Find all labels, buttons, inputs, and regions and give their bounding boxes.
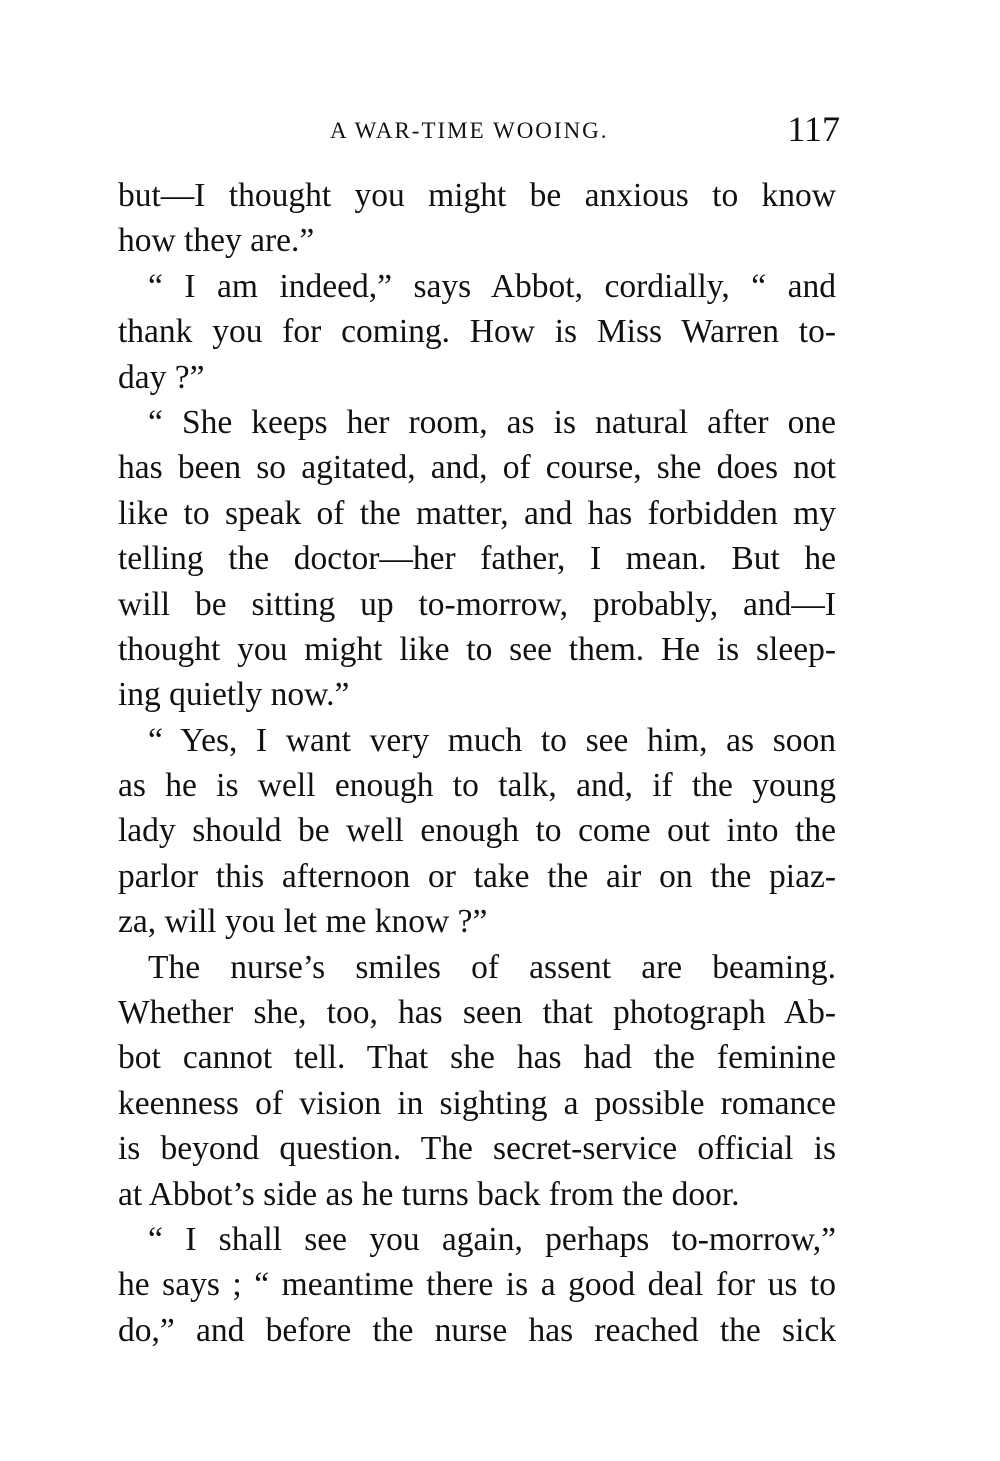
text-line: bot cannot tell. That she has had the feminine — [118, 1039, 836, 1077]
text-line: parlor this afternoon or take the air on the piaz- — [118, 857, 836, 895]
text-line: ing quietly now.” — [118, 676, 350, 714]
running-title: A WAR-TIME WOOING. — [330, 118, 609, 143]
text-line: like to speak of the matter, and has forbidden my — [118, 494, 836, 532]
text-line: will be sitting up to-morrow, probably, and—I — [118, 585, 836, 623]
text-line: thought you might like to see them. He is sleep- — [118, 630, 836, 668]
text-line: keenness of vision in sighting a possible romance — [118, 1084, 836, 1122]
text-line: has been so agitated, and, of course, she does not — [118, 449, 836, 487]
text-line: as he is well enough to talk, and, if the young — [118, 767, 836, 805]
body-text — [118, 173, 836, 1353]
text-line: Whether she, too, has seen that photograph Ab- — [118, 994, 836, 1032]
text-line: do,” and before the nurse has reached the sick — [118, 1311, 836, 1349]
text-line: The nurse’s smiles of assent are beaming. — [148, 948, 836, 986]
text-line: is beyond question. The secret-service official is — [118, 1130, 836, 1168]
text-line: he says ; “ meantime there is a good deal for us to — [118, 1266, 836, 1304]
text-line: how they are.” — [118, 222, 315, 260]
text-line: za, will you let me know ?” — [118, 903, 488, 941]
text-line: but—I thought you might be anxious to know — [118, 177, 836, 214]
text-line: “ Yes, I want very much to see him, as soon — [148, 721, 836, 759]
text-line: telling the doctor—her father, I mean. But he — [118, 540, 836, 578]
page-number: 117 — [787, 109, 840, 149]
text-line: lady should be well enough to come out into the — [118, 812, 836, 850]
text-line: thank you for coming. How is Miss Warren to- — [118, 313, 836, 351]
text-line: at Abbot’s side as he turns back from the door. — [118, 1175, 740, 1213]
running-head — [118, 109, 840, 152]
text-line: “ I am indeed,” says Abbot, cordially, “ and — [148, 267, 836, 305]
text-line: day ?” — [118, 358, 205, 396]
text-line: “ I shall see you again, perhaps to-morrow,” — [148, 1220, 836, 1258]
text-line: “ She keeps her room, as is natural after one — [148, 403, 836, 441]
